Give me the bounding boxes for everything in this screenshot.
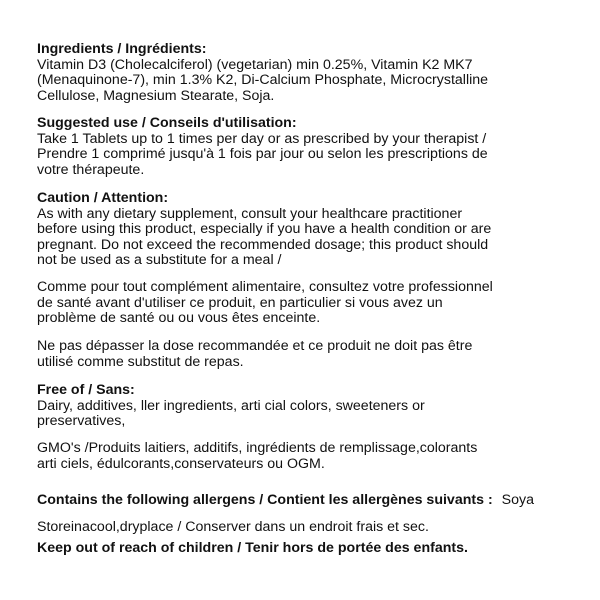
- free-of-french-line: GMO's /Produits laitiers, additifs, ingrédients de remplissage,colorants: [37, 440, 478, 456]
- free-of-heading: Free of / Sans:: [37, 382, 135, 398]
- allergens-line: [37, 493, 534, 509]
- caution-line: before using this product, especially if you have a health condition or are: [37, 221, 492, 238]
- caution-line: not be used as a substitute for a meal /: [37, 252, 282, 269]
- free-of-line: preservatives,: [37, 413, 126, 430]
- suggested-use-line: Prendre 1 comprimé jusqu'à 1 fois par jour ou selon les prescriptions de: [37, 146, 488, 163]
- caution-french-line: utilisé comme substitut de repas.: [37, 353, 244, 370]
- suggested-use-heading: Suggested use / Conseils d'utilisation:: [37, 115, 297, 131]
- free-of-line: Dairy, additives, ller ingredients, arti cial colors, sweeteners or: [37, 397, 425, 414]
- allergens-value: Soya: [501, 492, 534, 508]
- ingredients-line: Vitamin D3 (Cholecalciferol) (vegetarian) min 0.25%, Vitamin K2 MK7: [37, 56, 473, 73]
- ingredients-heading: Ingredients / Ingrédients:: [37, 41, 207, 57]
- allergens-label: Contains the following allergens / Contient les allergènes suivants :: [37, 492, 493, 508]
- caution-line: pregnant. Do not exceed the recommended dosage; this product should: [37, 236, 489, 253]
- free-of-french-line: arti ciels, édulcorants,conservateurs ou OGM.: [37, 455, 325, 472]
- suggested-use-section: [37, 116, 488, 178]
- free-of-section: [37, 383, 425, 430]
- children-warning: Keep out of reach of children / Tenir hors de portée des enfants.: [37, 540, 468, 556]
- caution-line: As with any dietary supplement, consult your healthcare practitioner: [37, 205, 463, 222]
- ingredients-section: [37, 42, 488, 104]
- suggested-use-line: Take 1 Tablets up to 1 times per day or as prescribed by your therapist /: [37, 130, 487, 147]
- caution-french-paragraph-2: [37, 339, 472, 370]
- caution-french-line: de santé avant d'utiliser ce produit, en particulier si vous avez un: [37, 294, 443, 311]
- caution-section: [37, 191, 491, 269]
- caution-heading: Caution / Attention:: [37, 190, 169, 206]
- caution-french-line: Comme pour tout complément alimentaire, consultez votre professionnel: [37, 279, 493, 295]
- suggested-use-line: votre thérapeute.: [37, 161, 145, 178]
- free-of-french-paragraph: [37, 441, 477, 472]
- caution-french-paragraph: [37, 280, 493, 327]
- ingredients-line: Cellulose, Magnesium Stearate, Soja.: [37, 87, 275, 104]
- ingredients-line: (Menaquinone-7), min 1.3% K2, Di-Calcium Phosphate, Microcrystalline: [37, 72, 489, 89]
- caution-french-line: Ne pas dépasser la dose recommandée et ce produit ne doit pas être: [37, 338, 473, 354]
- storage-line: Storeinacool,dryplace / Conserver dans un endroit frais et sec.: [37, 519, 429, 535]
- caution-french-line: problème de santé ou ou vous êtes enceinte.: [37, 310, 321, 327]
